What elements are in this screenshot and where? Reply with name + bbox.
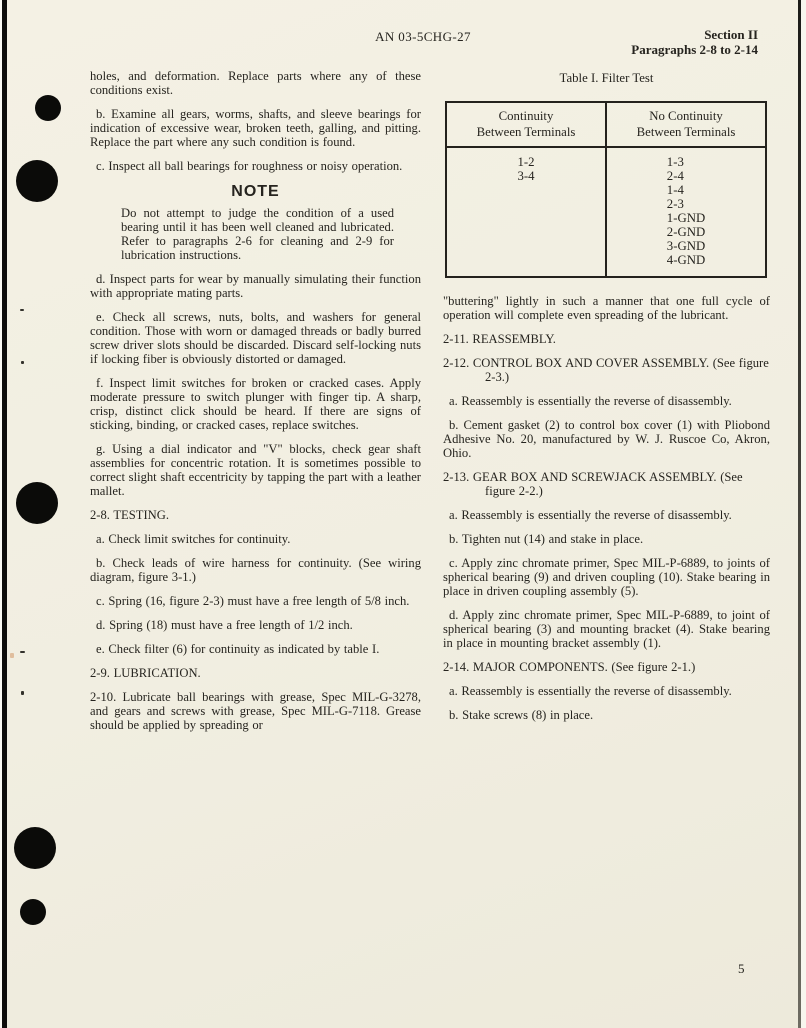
stain-speck: [10, 653, 14, 658]
table-header-continuity: [446, 102, 606, 147]
paragraph-testing-a: a. Check limit switches for continuity.: [96, 532, 291, 546]
heading-reassembly: 2-11. REASSEMBLY.: [443, 332, 556, 346]
ink-speck: [20, 309, 24, 311]
terminal-pair: 2-3: [666, 197, 684, 211]
filter-test-table: [445, 101, 767, 278]
terminal-pair: 3-4: [517, 169, 535, 183]
header-section: Section II: [704, 27, 758, 42]
punch-hole: [16, 482, 58, 524]
punch-hole: [14, 827, 56, 869]
heading-gear-box: 2-13. GEAR BOX AND SCREWJACK ASSEMBLY. (See figure 2-2.): [443, 470, 743, 498]
paragraph-item-c: c. Inspect all ball bearings for roughness or noisy operation.: [96, 159, 403, 173]
paragraph-item-g: g. Using a dial indicator and "V" blocks, check gear shaft assemblies for concentric rotation. It is sometimes possible to correct slight shaft eccentricity by tapping the part with a leather mallet.: [90, 442, 421, 498]
ink-speck: [20, 651, 25, 653]
paragraph-gear-box-b: b. Tighten nut (14) and stake in place.: [449, 532, 644, 546]
terminal-pair: 1-3: [666, 155, 684, 169]
table-cell-continuity: [446, 147, 606, 277]
heading-testing: 2-8. TESTING.: [90, 508, 169, 522]
paragraph-testing-d: d. Spring (18) must have a free length of 1/2 inch.: [96, 618, 353, 632]
paragraph-testing-b: b. Check leads of wire harness for continuity. (See wiring diagram, figure 3-1.): [90, 556, 421, 584]
terminal-pair: 1-2: [517, 155, 535, 169]
paragraph-item-b: b. Examine all gears, worms, shafts, and sleeve bearings for indication of excessive wear, broken teeth, galling, and pitting. Replace the part where any such condition is found.: [90, 107, 421, 149]
paragraph-gear-box-d: d. Apply zinc chromate primer, Spec MIL-P-6889, to joint of spherical bearing (3) and mounting bracket (4). Stake bearing in place in mounting bracket assembly (1).: [443, 608, 770, 650]
header-doc-number: AN 03-5CHG-27: [375, 29, 471, 44]
header-section-block: [631, 27, 758, 57]
header-paragraph-range: Paragraphs 2-8 to 2-14: [631, 42, 758, 57]
table-header-line: Between Terminals: [636, 125, 736, 139]
terminal-pair: 4-GND: [666, 253, 706, 267]
punch-hole: [20, 899, 46, 925]
heading-major-components: 2-14. MAJOR COMPONENTS. (See figure 2-1.): [443, 660, 696, 674]
paragraph-testing-e: e. Check filter (6) for continuity as indicated by table I.: [96, 642, 380, 656]
table-row: [446, 147, 766, 277]
paragraph-gear-box-a: a. Reassembly is essentially the reverse of disassembly.: [449, 508, 732, 522]
page-number: 5: [738, 961, 745, 976]
table-cell-no-continuity: [606, 147, 766, 277]
punch-hole: [35, 95, 61, 121]
table-header-line: Between Terminals: [476, 125, 576, 139]
paragraph-major-comp-b: b. Stake screws (8) in place.: [449, 708, 594, 722]
table-header-line: Continuity: [498, 109, 554, 123]
ink-speck: [21, 361, 24, 364]
terminal-pair: 1-4: [666, 183, 684, 197]
paragraph-lubrication: 2-10. Lubricate ball bearings with grease, Spec MIL-G-3278, and gears and screws with grease, Spec MIL-G-7118. Grease should be applied by spreading or: [90, 690, 421, 732]
terminal-pair: 1-GND: [666, 211, 706, 225]
table-header-no-continuity: [606, 102, 766, 147]
paragraph-control-box-a: a. Reassembly is essentially the reverse of disassembly.: [449, 394, 732, 408]
binder-gutter-bar: [2, 0, 7, 1028]
left-column: [90, 69, 421, 742]
right-column: [443, 69, 770, 732]
terminal-pair: 2-4: [666, 169, 684, 183]
paragraph-runover: holes, and deformation. Replace parts where any of these conditions exist.: [90, 69, 421, 97]
note-body: Do not attempt to judge the condition of a used bearing until it has been well cleaned and lubricated. Refer to paragraphs 2-6 for cleaning and 2-9 for lubrication instructions.: [121, 206, 394, 262]
paragraph-gear-box-c: c. Apply zinc chromate primer, Spec MIL-P-6889, to joints of spherical bearing (9) and driven coupling (10). Stake bearing in place in driven coupling assembly (5).: [443, 556, 770, 598]
paragraph-runover: "buttering" lightly in such a manner that one full cycle of operation will complete even spreading of the lubricant.: [443, 294, 770, 322]
paragraph-testing-c: c. Spring (16, figure 2-3) must have a free length of 5/8 inch.: [96, 594, 410, 608]
heading-control-box: 2-12. CONTROL BOX AND COVER ASSEMBLY. (See figure 2-3.): [443, 356, 769, 384]
page-edge-right: [801, 0, 806, 1028]
terminal-pair: 2-GND: [666, 225, 706, 239]
ink-speck: [21, 691, 24, 695]
table-header-line: No Continuity: [649, 109, 723, 123]
paragraph-item-f: f. Inspect limit switches for broken or cracked cases. Apply moderate pressure to switch plunger with finger tip. A sharp, crisp, distinct click should be heard. If there are signs of sticking, binding, or cracked cases, replace switches.: [90, 376, 421, 432]
paragraph-item-e: e. Check all screws, nuts, bolts, and washers for general condition. Those with worn or damaged threads or badly burred screw driver slots should be discarded. Discard self-locking nuts if locking fiber is obviously distorted or damaged.: [90, 310, 421, 366]
paragraph-control-box-b: b. Cement gasket (2) to control box cover (1) with Pliobond Adhesive No. 20, manufactured by W. J. Ruscoe Co, Akron, Ohio.: [443, 418, 770, 460]
table-title: Table I. Filter Test: [559, 71, 654, 85]
paragraph-item-d: d. Inspect parts for wear by manually simulating their function with appropriate mating parts.: [90, 272, 421, 300]
heading-lubrication: 2-9. LUBRICATION.: [90, 666, 201, 680]
terminal-pair: 3-GND: [666, 239, 706, 253]
punch-hole: [16, 160, 58, 202]
paragraph-major-comp-a: a. Reassembly is essentially the reverse of disassembly.: [449, 684, 732, 698]
note-heading: NOTE: [231, 183, 280, 200]
